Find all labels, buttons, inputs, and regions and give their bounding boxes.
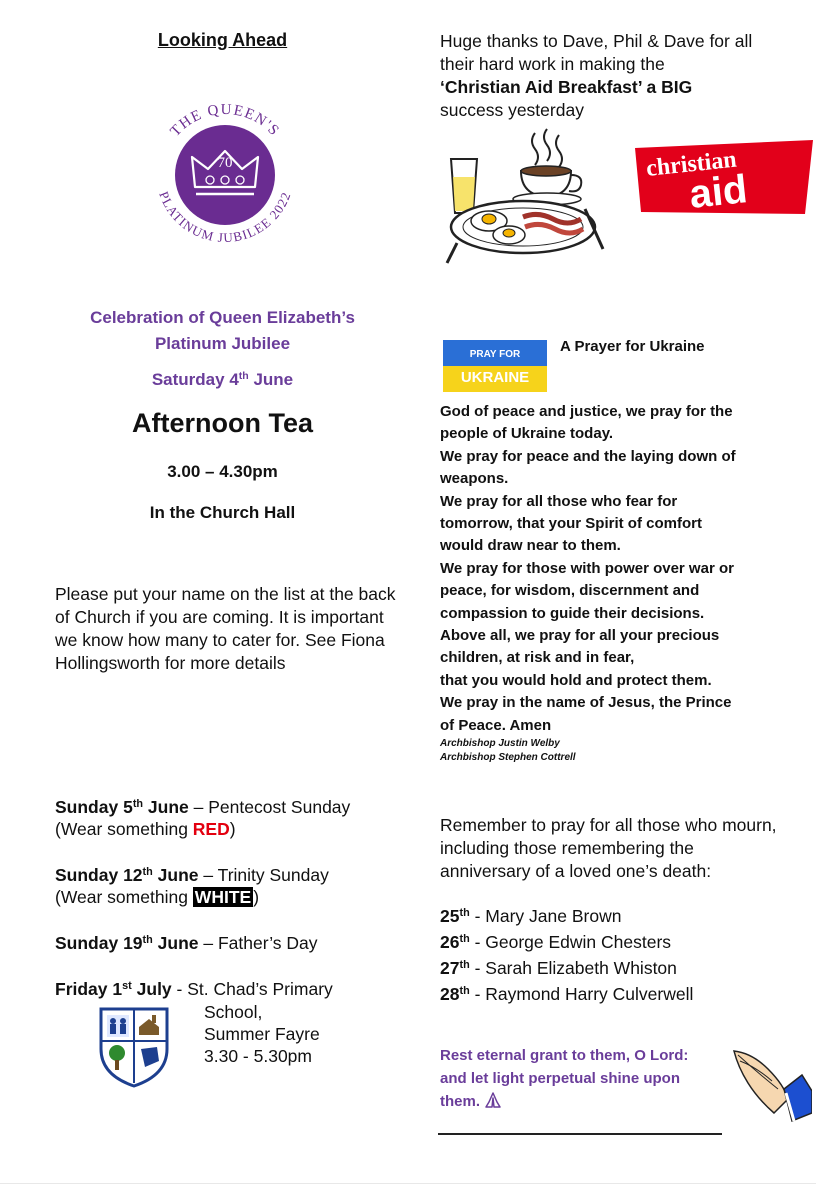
school-fayre-details: School, Summer Fayre 3.30 - 5.30pm [204, 1002, 320, 1066]
list-item: 28th - Raymond Harry Culverwell [440, 984, 694, 1004]
divider [438, 1133, 722, 1135]
event-date: Saturday 4th June [151, 370, 294, 389]
svg-text:THE QUEEN'S: THE QUEEN'S [167, 101, 283, 140]
school-crest-icon [97, 1005, 171, 1089]
list-item: 25th - Mary Jane Brown [440, 906, 622, 926]
breakfast-illustration-icon [443, 125, 605, 265]
date-entry-pentecost: Sunday 5th June – Pentecost Sunday (Wear something RED) [55, 797, 351, 839]
colour-red: RED [192, 819, 230, 839]
signup-paragraph: Please put your name on the list at the back of Church if you are coming. It is important we know how many to cater for. See Fiona Hollingsworth for more details [55, 584, 396, 673]
svg-text:UKRAINE: UKRAINE [460, 369, 530, 386]
svg-text:christian: christian [644, 146, 738, 182]
event-location: In the Church Hall [149, 503, 296, 522]
date-entry-trinity: Sunday 12th June – Trinity Sunday (Wear something WHITE ) [55, 865, 329, 907]
remember-paragraph: Remember to pray for all those who mourn, including those remembering the anniversary of a loved one’s death: [440, 815, 777, 881]
prayer-body: God of peace and justice, we pray for the people of Ukraine today. We pray for peace and the laying down of weapons. We pray for all those who fear for tomorrow, that your Spirit of comfort would draw near to them. We pray for those with power over war or peace, for wisdom, discernment and compassion to guide their decisions. Above all, we pray for all your precious children, at risk and in fear, that you would hold and protect them. We pray in the name of Jesus, the Prince of Peace. Amen [440, 403, 736, 734]
date-entry-fathers-day: Sunday 19th June – Father’s Day [55, 933, 318, 953]
celebration-line1: Celebration of Queen Elizabeth’s [90, 308, 355, 327]
rest-eternal-prayer: Rest eternal grant to them, O Lord: and let light perpetual shine upon them. [440, 1047, 689, 1110]
anniversary-list [440, 903, 780, 1007]
jubilee-emblem [140, 95, 310, 255]
celebration-title [40, 305, 405, 357]
celebration-line2: Platinum Jubilee [154, 334, 291, 353]
prayer-title: A Prayer for Ukraine [560, 338, 705, 355]
event-time: 3.00 – 4.30pm [167, 462, 278, 481]
list-item: 26th - George Edwin Chesters [440, 932, 672, 952]
page-edge-divider [0, 1183, 816, 1184]
list-item: 27th - Sarah Elizabeth Whiston [440, 958, 677, 978]
colour-white: WHITE [194, 887, 252, 907]
date-entry-summer-fayre: Friday 1st July - St. Chad’s Primary [55, 979, 333, 999]
event-name: Afternoon Tea [132, 408, 313, 438]
svg-text:PRAY FOR: PRAY FOR [469, 349, 521, 360]
pray-for-ukraine-badge [443, 340, 547, 392]
svg-text:aid: aid [687, 167, 750, 217]
svg-text:70: 70 [217, 155, 233, 171]
christian-aid-logo [635, 140, 815, 220]
praying-hands-icon [728, 1043, 812, 1125]
thanks-paragraph: Huge thanks to Dave, Phil & Dave for all their hard work in making the ‘Christian Aid Breakfast’ a BIG success yesterday [440, 31, 753, 120]
svg-text:PLATINUM JUBILEE 2022: PLATINUM JUBILEE 2022 [156, 189, 294, 246]
section-heading: Looking Ahead [157, 30, 288, 50]
praying-hands-small-icon [484, 1092, 502, 1108]
prayer-authors: Archbishop Justin Welby Archbishop Stephen Cottrell [440, 738, 576, 763]
